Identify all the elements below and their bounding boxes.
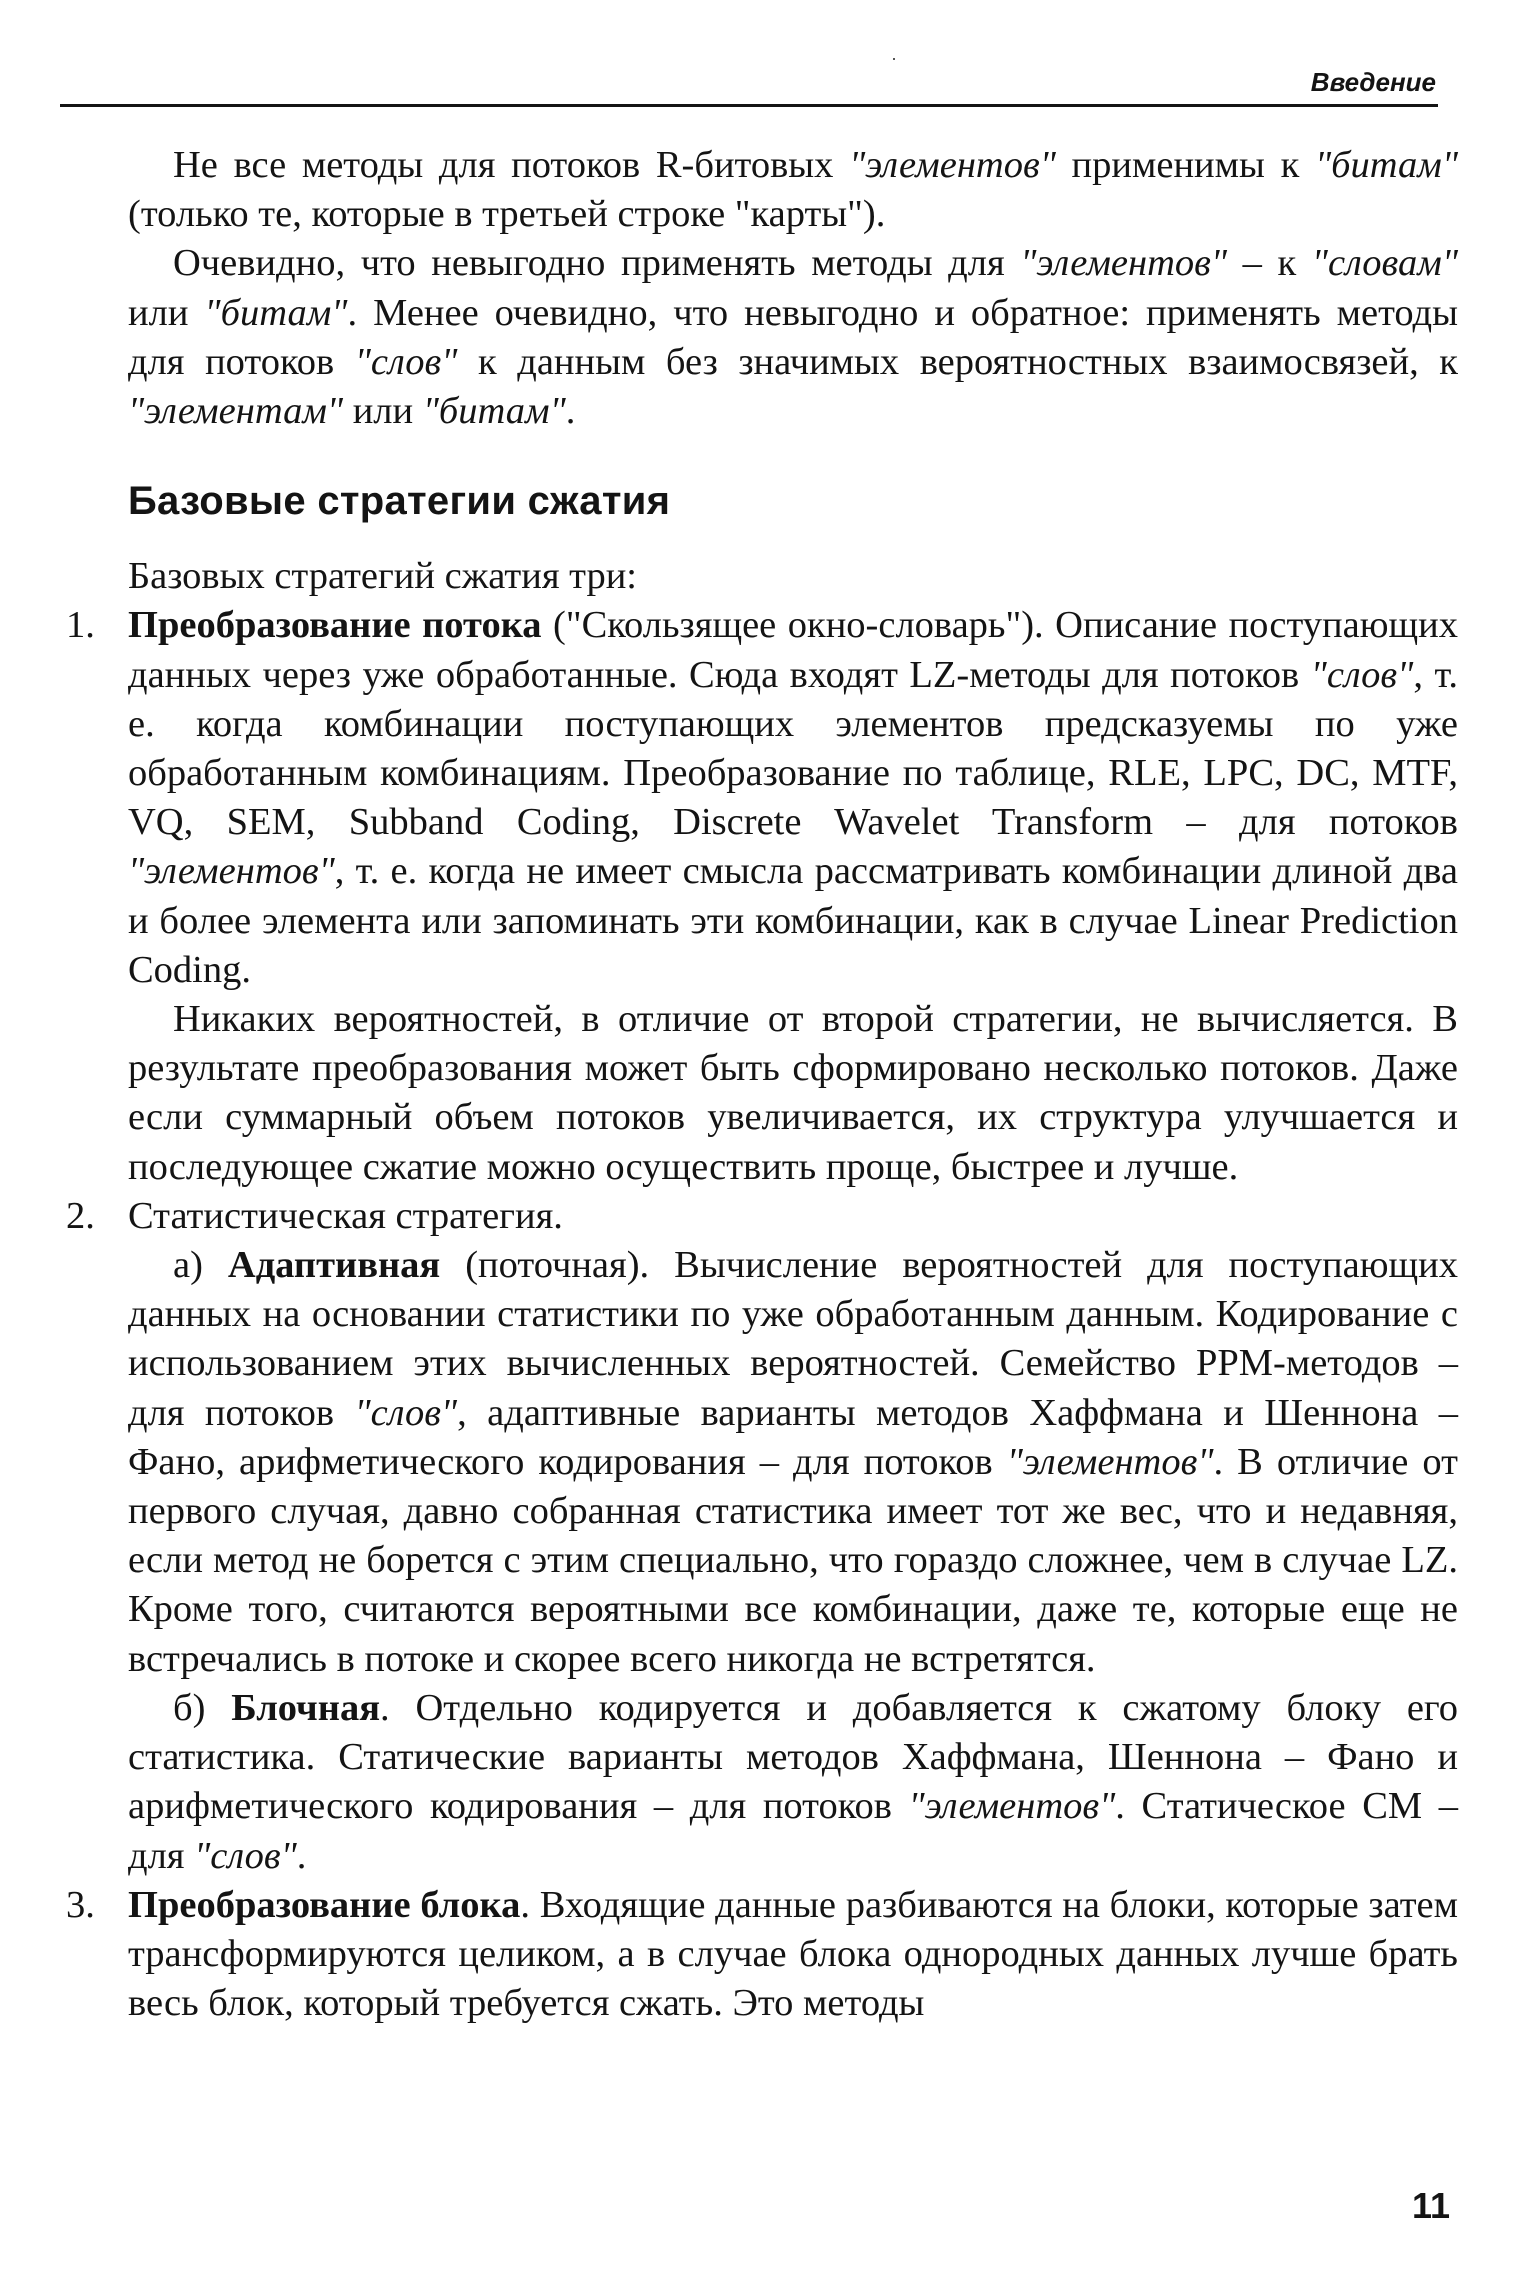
- paragraph-bit-methods: Не все методы для потоков R-битовых "элементов" применимы к "битам" (только те, которые в третьей строке "карты").: [128, 144, 1458, 236]
- list-number: 2.: [66, 1194, 95, 1237]
- list-number: 1.: [66, 604, 95, 647]
- list-item-text: Преобразование блока. Входящие данные разбиваются на блоки, которые затем трансформируются целиком, а в случае блока однородных данных лучше брать весь блок, который требуется сжать. Это методы: [128, 1883, 1458, 2025]
- list-item-paragraph: Никаких вероятностей, в отличие от второй стратегии, не вычисляется. В результате преобразования может быть сформировано несколько потоков. Даже если суммарный объем потоков увеличивается, их структура улучшается и последующее сжатие можно осуществить проще, быстрее и лучше.: [128, 998, 1458, 1188]
- section-heading: Базовые стратегии сжатия: [128, 479, 671, 524]
- list-item-text: Преобразование потока ("Скользящее окно-словарь"). Описание поступающих данных через уже обработанные. Сюда входят LZ-методы для потоков "слов", т. е. когда комбинации поступающих элементов предсказуемы по уже обработанным комбинациям. Преобразование по таблице, RLE, LPC, DC, MTF, VQ, SEM, Subband Coding, Discrete Wavelet Transform – для потоков "элементов", т. е. когда не имеет смысла рассматривать комбинации длиной два и более элемента или запоминать эти комбинации, как в случае Linear Prediction Coding.: [128, 604, 1458, 991]
- page-number: 11: [1411, 2185, 1450, 2226]
- running-head: Введение: [1310, 67, 1436, 97]
- body-text: [66, 141, 1458, 2028]
- paragraph-obvious: Очевидно, что невыгодно применять методы для "элементов" – к "словам" или "битам". Менее очевидно, что невыгодно и обратное: применять методы для потоков "слов" к данным без значимых вероятностных взаимосвязей, к "элементам" или "битам".: [128, 242, 1458, 433]
- list-item-statistical: [66, 1192, 1458, 1881]
- list-item-text: Статистическая стратегия.: [128, 1194, 563, 1237]
- list-item-stream-transform: [66, 601, 1458, 1191]
- header-rule: [60, 104, 1438, 107]
- sub-item-adaptive: а) Адаптивная (поточная). Вычисление вероятностей для поступающих данных на основании статистики по уже обработанным данным. Кодирование с использованием этих вычисленных вероятностей. Семейство PPM-методов – для потоков "слов", адаптивные варианты методов Хаффмана и Шеннона – Фано, арифметического кодирования – для потоков "элементов". В отличие от первого случая, давно собранная статистика имеет тот же вес, что и недавняя, если метод не борется с этим специально, что гораздо сложнее, чем в случае LZ. Кроме того, считаются вероятными все комбинации, даже те, которые еще не встречались в потоке и скорее всего никогда не встретятся.: [128, 1244, 1458, 1680]
- scan-speck: [893, 58, 895, 60]
- list-number: 3.: [66, 1883, 95, 1926]
- list-item-block-transform: [66, 1881, 1458, 2029]
- sub-item-block: б) Блочная. Отдельно кодируется и добавляется к сжатому блоку его статистика. Статические варианты методов Хаффмана, Шеннона – Фано и арифметического кодирования – для потоков "элементов". Статическое CM – для "слов".: [128, 1686, 1458, 1877]
- section-intro: Базовых стратегий сжатия три:: [128, 555, 637, 598]
